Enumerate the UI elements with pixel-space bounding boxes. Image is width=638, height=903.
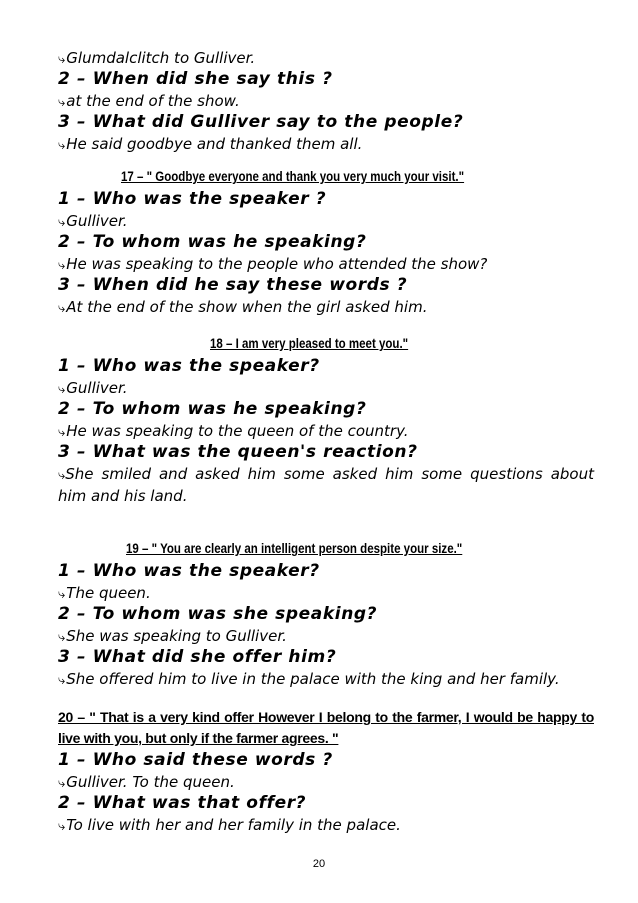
answer-line: ⤷At the end of the show when the girl asked him. xyxy=(58,298,428,316)
answer-line: ⤷Gulliver. To the queen. xyxy=(58,773,235,791)
arrow-icon: ⤷ xyxy=(58,776,66,791)
arrow-icon: ⤷ xyxy=(58,301,66,316)
question-line: 3 – What did Gulliver say to the people? xyxy=(58,112,464,132)
question-line: 2 – When did she say this ? xyxy=(58,69,333,89)
quote-heading: 19 – " You are clearly an intelligent person despite your size." xyxy=(126,541,463,556)
arrow-icon: ⤷ xyxy=(58,215,66,230)
arrow-icon: ⤷ xyxy=(58,673,66,688)
question-line: 1 – Who said these words ? xyxy=(58,750,333,770)
arrow-icon: ⤷ xyxy=(58,138,66,153)
question-line: 1 – Who was the speaker? xyxy=(58,561,320,581)
answer-line: ⤷He was speaking to the queen of the country. xyxy=(58,422,409,440)
answer-line: ⤷Glumdalclitch to Gulliver. xyxy=(58,49,256,67)
arrow-icon: ⤷ xyxy=(58,425,66,440)
arrow-icon: ⤷ xyxy=(58,95,66,110)
answer-line: ⤷She was speaking to Gulliver. xyxy=(58,627,287,645)
answer-line: ⤷Gulliver. xyxy=(58,212,128,230)
answer-line: ⤷He was speaking to the people who attended the show? xyxy=(58,255,488,273)
answer-line: ⤷To live with her and her family in the palace. xyxy=(58,816,401,834)
answer-paragraph: ⤷She smiled and asked him some asked him some questions about him and his land. xyxy=(58,465,594,505)
answer-line: ⤷Gulliver. xyxy=(58,379,128,397)
arrow-icon: ⤷ xyxy=(58,52,66,67)
question-line: 2 – To whom was he speaking? xyxy=(58,232,367,252)
question-line: 3 – When did he say these words ? xyxy=(58,275,408,295)
arrow-icon: ⤷ xyxy=(58,819,66,834)
question-line: 2 – To whom was she speaking? xyxy=(58,604,378,624)
arrow-icon: ⤷ xyxy=(58,468,66,483)
answer-line: ⤷at the end of the show. xyxy=(58,92,240,110)
question-line: 3 – What was the queen's reaction? xyxy=(58,442,418,462)
answer-line: ⤷She offered him to live in the palace with the king and her family. xyxy=(58,670,560,688)
question-line: 1 – Who was the speaker? xyxy=(58,356,320,376)
quote-heading: 17 – " Goodbye everyone and thank you very much your visit." xyxy=(121,169,465,184)
answer-line: ⤷He said goodbye and thanked them all. xyxy=(58,135,363,153)
arrow-icon: ⤷ xyxy=(58,587,66,602)
page-number: 20 xyxy=(312,858,326,870)
arrow-icon: ⤷ xyxy=(58,258,66,273)
question-line: 2 – What was that offer? xyxy=(58,793,307,813)
quote-heading: 18 – I am very pleased to meet you." xyxy=(210,336,409,351)
quote-heading: 20 – " That is a very kind offer However I belong to the farmer, I would be happy to live with you, but only if the farmer agrees. " xyxy=(58,709,594,746)
question-line: 2 – To whom was he speaking? xyxy=(58,399,367,419)
answer-line: ⤷The queen. xyxy=(58,584,151,602)
arrow-icon: ⤷ xyxy=(58,630,66,645)
question-line: 3 – What did she offer him? xyxy=(58,647,337,667)
question-line: 1 – Who was the speaker ? xyxy=(58,189,327,209)
arrow-icon: ⤷ xyxy=(58,382,66,397)
